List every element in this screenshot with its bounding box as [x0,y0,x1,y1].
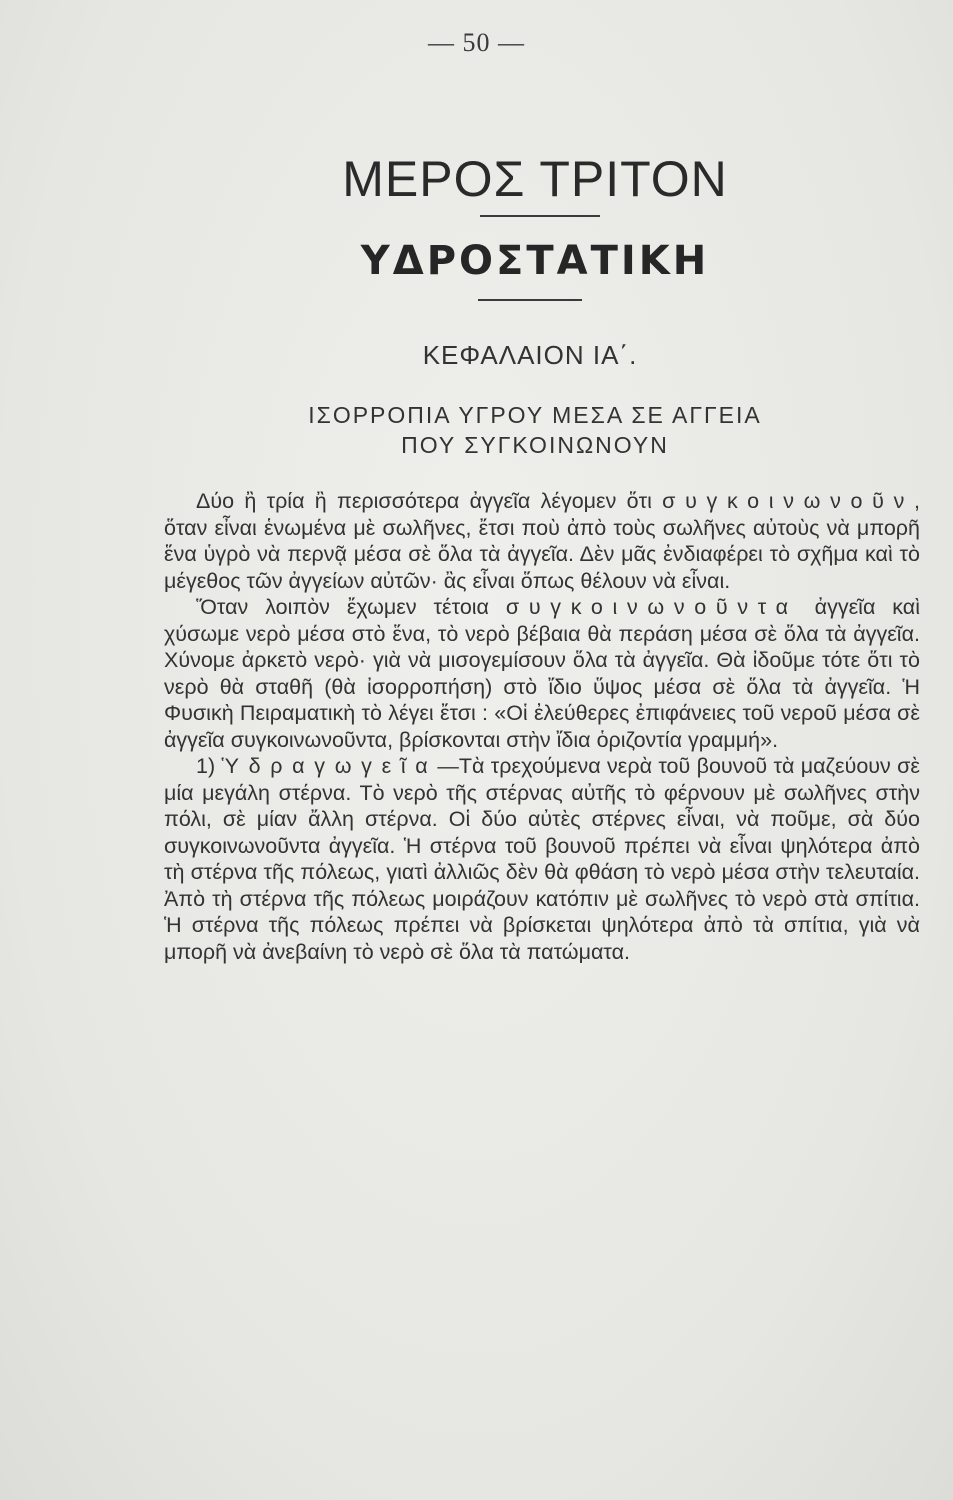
paragraph-text: Ὅταν λοιπὸν ἔχωμεν τέτοια [196,595,506,619]
part-title: ΜΕΡΟΣ ΤΡΙΤΟΝ [342,151,728,207]
paragraph [164,594,920,753]
chapter-heading: ΚΕΦΑΛΑΙΟΝ ΙΑ΄. [422,340,638,370]
divider-rule [480,215,600,217]
spaced-term: συγκοινωνοῦντα [505,595,798,619]
section-heading-line: ΙΣΟΡΡΟΠΙΑ ΥΓΡΟΥ ΜΕΣΑ ΣΕ ΑΓΓΕΙΑ [308,402,762,428]
section-heading-line: ΠΟΥ ΣΥΓΚΟΙΝΩΝΟΥΝ [401,432,669,458]
list-number: 1) [196,754,222,778]
paragraph [164,753,920,965]
paragraph [164,488,920,594]
subject-title: ΥΔΡΟΣΤΑΤΙΚΗ [360,238,710,284]
spaced-term: συγκοινωνοῦν [662,489,915,513]
body-text [164,488,920,965]
paragraph-text: —Τὰ τρεχούμενα νερὰ τοῦ βουνοῦ τὰ μαζεύουν σὲ μία μεγάλη στέρνα. Τὸ νερὸ τῆς στέρνας αὐτῆς τὸ φέρνουν μὲ σωλῆνες στὴν πόλι, σὲ μίαν ἄλλη στέρνα. Οἱ δύο αὐτὲς στέρνες εἶναι, νὰ ποῦμε, σὰ δύο συγκοινωνοῦντα ἀγγεῖα. Ἡ στέρνα τοῦ βουνοῦ πρέπει νὰ εἶναι ψηλότερα ἀπὸ τὴ στέρνα τῆς πόλεως, γιατὶ ἀλλιῶς δὲν θὰ φθάση τὸ νερὸ μέσα στὴν τελευταία. Ἀπὸ τὴ στέρνα τῆς πόλεως μοιράζουν κατόπιν μὲ σωλῆνες τὸ νερὸ στὰ σπίτια. Ἡ στέρνα τῆς πόλεως πρέπει νὰ βρίσκεται ψηλότερα ἀπὸ τὰ σπίτια, γιὰ νὰ μπορῆ νὰ ἀνεβαίνη τὸ νερὸ σὲ ὅλα τὰ πατώματα. [164,754,920,964]
paragraph-text: Δύο ἢ τρία ἢ περισσότερα ἀγγεῖα λέγομεν ὅτι [196,489,663,513]
section-heading [0,400,953,460]
spaced-term: Ὑδραγωγεῖα [221,754,438,778]
paragraph-text: ἀγγεῖα καὶ χύσωμε νερὸ μέσα στὸ ἕνα, τὸ νερὸ βέβαια θὰ περάση μέσα σὲ ὅλα τὰ ἀγγεῖα. Χύνομε ἀρκετὸ νερὸ· γιὰ νὰ μισογεμίσουν ὅλα τὰ ἀγγεῖα. Θὰ ἰδοῦμε τότε ὅτι τὸ νερὸ θὰ σταθῆ (θὰ ἰσορροπήση) στὸ ἴδιο ὕψος μέσα σὲ ὅλα τὰ ἀγγεῖα. Ἡ Φυσικὴ Πειραματικὴ τὸ λέγει ἔτσι : «Οἱ ἐλεύθερες ἐπιφάνειες τοῦ νεροῦ μέσα σὲ ἀγγεῖα συγκοινωνοῦντα, βρίσκονται στὴν ἴδια ὁριζοντία γραμμή». [164,595,920,752]
paragraph-text: , ὅταν εἶναι ἑνωμένα μὲ σωλῆνες, ἔτσι ποὺ ἀπὸ τοὺς σωλῆνες αὐτοὺς νὰ μπορῆ ἕνα ὑγρὸ νὰ περνᾷ μέσα σὲ ὅλα τὰ ἀγγεῖα. Δὲν μᾶς ἐνδιαφέρει τὸ σχῆμα καὶ τὸ μέγεθος τῶν ἀγγείων αὐτῶν· ἂς εἶναι ὅπως θέλουν νὰ εἶναι. [164,489,920,593]
divider-rule [478,299,582,301]
page-number: — 50 — [428,28,525,57]
